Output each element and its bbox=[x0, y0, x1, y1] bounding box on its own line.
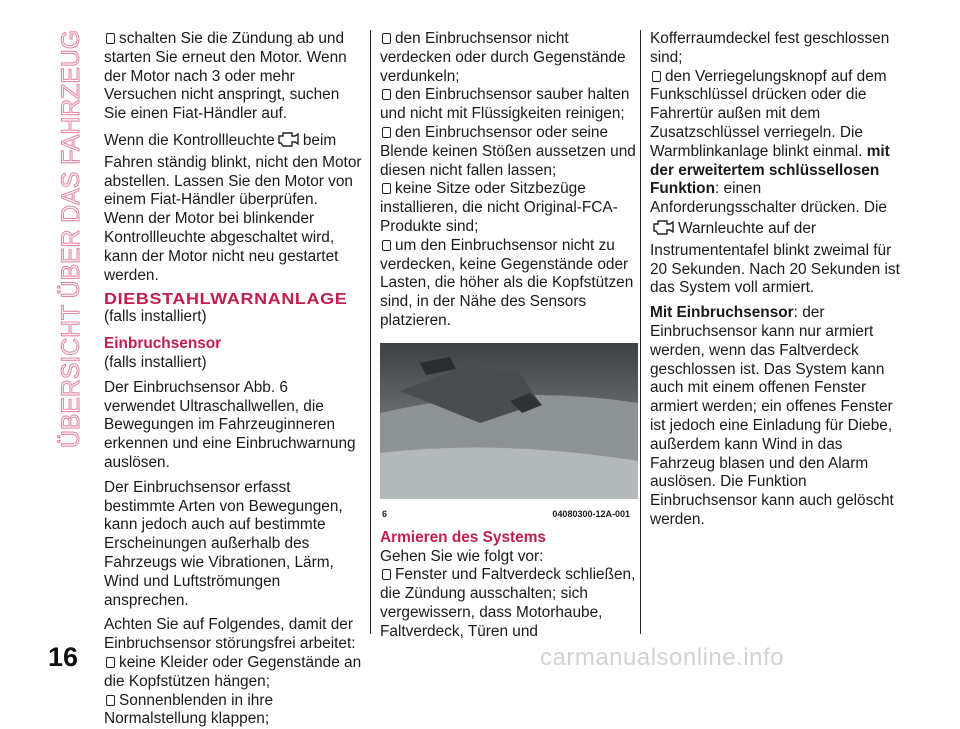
column-divider-right bbox=[640, 30, 641, 634]
checkbox-bullet-icon bbox=[382, 183, 391, 194]
list-item: um den Einbruchsensor nicht zu verdecken, keine Gegenstände oder Lasten, die höher als die Kopfstützen sind, in der Nähe des Sensors platzieren. bbox=[380, 237, 638, 331]
list-item: den Einbruchsensor oder seine Blende keinen Stößen aussetzen und diesen nicht fallen lassen; bbox=[380, 124, 638, 180]
figure-code: 04080300-12A-001 bbox=[552, 505, 630, 524]
subsection-heading: Einbruchsensor bbox=[104, 335, 362, 354]
checkbox-bullet-icon bbox=[106, 657, 115, 668]
side-title-text: ÜBERSICHT ÜBER DAS FAHRZEUG bbox=[57, 30, 85, 448]
watermark: carmanualsonline.info bbox=[540, 644, 784, 672]
figure-number: 6 bbox=[382, 505, 387, 524]
bold-text: mit der erweitertem schlüssellosen Funktion bbox=[650, 143, 890, 198]
page-number: 16 bbox=[48, 642, 78, 673]
sensor-photo bbox=[380, 343, 638, 499]
column-divider-left bbox=[370, 30, 371, 634]
checkbox-bullet-icon bbox=[652, 71, 661, 82]
bold-text: Mit Einbruchsensor bbox=[650, 304, 794, 321]
checkbox-bullet-icon bbox=[382, 89, 391, 100]
section-side-title bbox=[52, 28, 86, 448]
list-item: Sonnenblenden in ihre Normalstellung klappen; bbox=[104, 692, 362, 729]
checkbox-bullet-icon bbox=[106, 695, 115, 706]
section-heading: DIEBSTAHLWARNANLAGE bbox=[104, 291, 393, 308]
list-item: den Einbruchsensor nicht verdecken oder durch Gegenstände verdunkeln; bbox=[380, 30, 638, 86]
list-item: keine Kleider oder Gegenstände an die Kopfstützen hängen; bbox=[104, 654, 362, 692]
section-heading-note: (falls installiert) bbox=[104, 308, 362, 327]
column-1 bbox=[104, 30, 362, 729]
figure-caption bbox=[380, 505, 638, 519]
column-2 bbox=[380, 30, 638, 642]
list-item: den Verriegelungsknopf auf dem Funkschlüssel drücken oder die Fahrertür außen mit dem Zusatzschlüssel verriegeln. Die Warmblinkanlage blinkt einmal. mit der erweitertem schlüssellosen Funktion: einen Anforderungsschalter drücken. DieWarnleuchte auf der Instrumententafel blinkt zweimal für 20 Sekunden. Nach 20 Sekunden ist das System voll armiert. bbox=[650, 68, 906, 299]
checkbox-bullet-icon bbox=[382, 127, 391, 138]
paragraph: Kofferraumdeckel fest geschlossen sind; bbox=[650, 30, 906, 68]
checkbox-bullet-icon bbox=[382, 33, 391, 44]
alarm-warning-icon bbox=[652, 218, 676, 242]
column-3 bbox=[650, 30, 906, 536]
checkbox-bullet-icon bbox=[382, 569, 391, 580]
list-item: schalten Sie die Zündung ab und starten Sie erneut den Motor. Wenn der Motor nach 3 oder mehr Versuchen nicht anspringt, suchen Sie einen Fiat-Händler auf. bbox=[104, 30, 362, 124]
paragraph: Gehen Sie wie folgt vor: bbox=[380, 548, 638, 567]
paragraph: Der Einbruchsensor Abb. 6 verwendet Ultraschallwellen, die Bewegungen im Fahrzeuginneren erkennen und eine Einbruchwarnung auslösen. bbox=[104, 379, 362, 473]
paragraph: Mit Einbruchsensor: der Einbruchsensor kann nur armiert werden, wenn das Faltverdeck geschlossen ist. Das System kann auch mit einem offenen Fenster armiert werden; ein offenes Fenster ist jedoch eine Einladung für Diebe, außerdem kann Wind in das Fahrzeug blasen und den Alarm auslösen. Die Funktion Einbruchsensor kann auch gelöscht werden. bbox=[650, 304, 906, 530]
subsection-heading: Armieren des Systems bbox=[380, 529, 638, 548]
subsection-heading-note: (falls installiert) bbox=[104, 354, 362, 373]
list-item: keine Sitze oder Sitzbezüge installieren, die nicht Original-FCA-Produkte sind; bbox=[380, 180, 638, 236]
engine-warning-icon bbox=[277, 130, 301, 154]
paragraph: Wenn die Kontrollleuchte beim Fahren ständig blinkt, nicht den Motor abstellen. Lassen Sie den Motor von einem Fiat-Händler überprüfen. Wenn der Motor bei blinkender Kontrollleuchte abgeschaltet wird, kann der Motor nicht neu gestartet werden. bbox=[104, 130, 362, 285]
list-item: Fenster und Faltverdeck schließen, die Zündung ausschalten; sich vergewissern, dass Motorhaube, Faltverdeck, Türen und bbox=[380, 566, 638, 641]
list-item: den Einbruchsensor sauber halten und nicht mit Flüssigkeiten reinigen; bbox=[380, 86, 638, 124]
paragraph: Achten Sie auf Folgendes, damit der Einbruchsensor störungsfrei arbeitet: bbox=[104, 616, 362, 654]
checkbox-bullet-icon bbox=[106, 33, 115, 44]
checkbox-bullet-icon bbox=[382, 240, 391, 251]
paragraph: Der Einbruchsensor erfasst bestimmte Arten von Bewegungen, kann jedoch auch auf bestimmte Erscheinungen außerhalb des Fahrzeugs wie Vibrationen, Lärm, Wind und Luftströmungen ansprechen. bbox=[104, 479, 362, 611]
